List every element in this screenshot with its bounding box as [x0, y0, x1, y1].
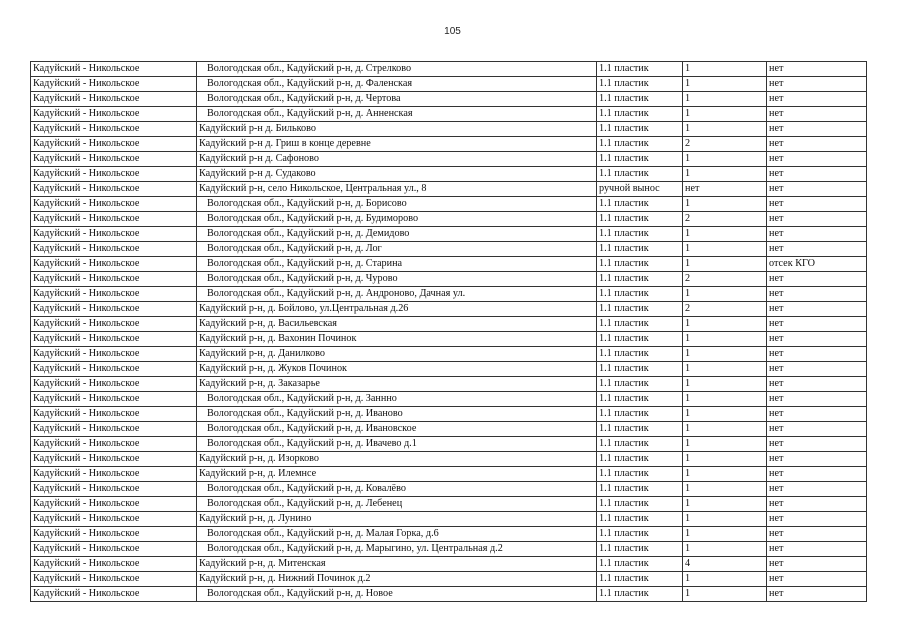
table-row	[31, 407, 867, 422]
note-cell: нет	[767, 317, 867, 332]
note-cell: нет	[767, 572, 867, 587]
table-row	[31, 197, 867, 212]
container-type-cell: 1.1 пластик	[597, 377, 683, 392]
address-cell: Вологодская обл., Кадуйский р-н, д. Иваново	[197, 407, 597, 422]
settlement-cell: Кадуйский - Никольское	[31, 497, 197, 512]
address-cell: Вологодская обл., Кадуйский р-н, д. Будиморово	[197, 212, 597, 227]
note-cell: нет	[767, 407, 867, 422]
container-type-cell: 1.1 пластик	[597, 227, 683, 242]
note-cell: нет	[767, 512, 867, 527]
note-cell: нет	[767, 92, 867, 107]
container-count-cell: 1	[683, 257, 767, 272]
table-row	[31, 542, 867, 557]
address-cell: Кадуйский р-н, д. Лунино	[197, 512, 597, 527]
note-cell: нет	[767, 527, 867, 542]
settlement-cell: Кадуйский - Никольское	[31, 317, 197, 332]
container-count-cell: 1	[683, 167, 767, 182]
table-row	[31, 482, 867, 497]
table-row	[31, 272, 867, 287]
note-cell: нет	[767, 62, 867, 77]
container-type-cell: 1.1 пластик	[597, 137, 683, 152]
container-type-cell: 1.1 пластик	[597, 467, 683, 482]
address-cell: Вологодская обл., Кадуйский р-н, д. Ивачево д.1	[197, 437, 597, 452]
container-count-cell: 1	[683, 572, 767, 587]
settlement-cell: Кадуйский - Никольское	[31, 467, 197, 482]
table-row	[31, 152, 867, 167]
table-row	[31, 392, 867, 407]
table-row	[31, 572, 867, 587]
address-cell: Кадуйский р-н д. Бильково	[197, 122, 597, 137]
note-cell: нет	[767, 242, 867, 257]
container-count-cell: 2	[683, 212, 767, 227]
settlement-cell: Кадуйский - Никольское	[31, 122, 197, 137]
table-row	[31, 587, 867, 602]
container-type-cell: 1.1 пластик	[597, 302, 683, 317]
container-count-cell: 1	[683, 497, 767, 512]
settlement-cell: Кадуйский - Никольское	[31, 332, 197, 347]
address-cell: Кадуйский р-н д. Гриш в конце деревне	[197, 137, 597, 152]
note-cell: нет	[767, 587, 867, 602]
container-count-cell: 1	[683, 62, 767, 77]
container-count-cell: 1	[683, 512, 767, 527]
note-cell: нет	[767, 197, 867, 212]
container-type-cell: 1.1 пластик	[597, 542, 683, 557]
container-type-cell: 1.1 пластик	[597, 77, 683, 92]
table-row	[31, 137, 867, 152]
note-cell: нет	[767, 107, 867, 122]
settlement-cell: Кадуйский - Никольское	[31, 272, 197, 287]
settlement-cell: Кадуйский - Никольское	[31, 482, 197, 497]
container-type-cell: 1.1 пластик	[597, 287, 683, 302]
table-row	[31, 362, 867, 377]
settlement-cell: Кадуйский - Никольское	[31, 77, 197, 92]
table-row	[31, 512, 867, 527]
note-cell: нет	[767, 437, 867, 452]
table-row	[31, 212, 867, 227]
table-row	[31, 347, 867, 362]
container-type-cell: 1.1 пластик	[597, 587, 683, 602]
container-type-cell: 1.1 пластик	[597, 437, 683, 452]
container-count-cell: 1	[683, 482, 767, 497]
address-cell: Вологодская обл., Кадуйский р-н, д. Старина	[197, 257, 597, 272]
container-type-cell: 1.1 пластик	[597, 317, 683, 332]
address-cell: Вологодская обл., Кадуйский р-н, д. Марыгино, ул. Центральная д.2	[197, 542, 597, 557]
container-type-cell: 1.1 пластик	[597, 557, 683, 572]
container-count-cell: 1	[683, 227, 767, 242]
settlement-cell: Кадуйский - Никольское	[31, 362, 197, 377]
settlement-cell: Кадуйский - Никольское	[31, 437, 197, 452]
address-cell: Вологодская обл., Кадуйский р-н, д. Новое	[197, 587, 597, 602]
note-cell: нет	[767, 152, 867, 167]
address-cell: Вологодская обл., Кадуйский р-н, д. Чертова	[197, 92, 597, 107]
container-type-cell: 1.1 пластик	[597, 167, 683, 182]
container-count-cell: 2	[683, 137, 767, 152]
container-count-cell: 4	[683, 557, 767, 572]
container-type-cell: 1.1 пластик	[597, 212, 683, 227]
table-row	[31, 242, 867, 257]
note-cell: нет	[767, 497, 867, 512]
table-row	[31, 287, 867, 302]
address-cell: Кадуйский р-н, д. Илемнсе	[197, 467, 597, 482]
container-type-cell: 1.1 пластик	[597, 347, 683, 362]
table-row	[31, 77, 867, 92]
table-row	[31, 317, 867, 332]
container-type-cell: 1.1 пластик	[597, 257, 683, 272]
settlement-cell: Кадуйский - Никольское	[31, 242, 197, 257]
container-type-cell: 1.1 пластик	[597, 272, 683, 287]
address-cell: Вологодская обл., Кадуйский р-н, д. Борисово	[197, 197, 597, 212]
table-row	[31, 437, 867, 452]
address-cell: Кадуйский р-н, д. Бойлово, ул.Центральная д.26	[197, 302, 597, 317]
address-cell: Кадуйский р-н, д. Данилково	[197, 347, 597, 362]
table-row	[31, 302, 867, 317]
container-type-cell: 1.1 пластик	[597, 497, 683, 512]
container-type-cell: 1.1 пластик	[597, 152, 683, 167]
container-count-cell: 1	[683, 392, 767, 407]
container-type-cell: 1.1 пластик	[597, 92, 683, 107]
container-type-cell: 1.1 пластик	[597, 452, 683, 467]
note-cell: нет	[767, 227, 867, 242]
settlement-cell: Кадуйский - Никольское	[31, 152, 197, 167]
container-type-cell: 1.1 пластик	[597, 62, 683, 77]
settlement-cell: Кадуйский - Никольское	[31, 392, 197, 407]
note-cell: нет	[767, 182, 867, 197]
note-cell: нет	[767, 362, 867, 377]
container-type-cell: 1.1 пластик	[597, 197, 683, 212]
settlement-cell: Кадуйский - Никольское	[31, 542, 197, 557]
address-cell: Вологодская обл., Кадуйский р-н, д. Лог	[197, 242, 597, 257]
address-cell: Вологодская обл., Кадуйский р-н, д. Демидово	[197, 227, 597, 242]
container-type-cell: 1.1 пластик	[597, 407, 683, 422]
note-cell: нет	[767, 332, 867, 347]
container-type-cell: 1.1 пластик	[597, 362, 683, 377]
note-cell: нет	[767, 392, 867, 407]
address-cell: Кадуйский р-н, д. Заказарье	[197, 377, 597, 392]
container-count-cell: 1	[683, 527, 767, 542]
settlement-cell: Кадуйский - Никольское	[31, 572, 197, 587]
container-count-cell: 1	[683, 542, 767, 557]
settlement-cell: Кадуйский - Никольское	[31, 137, 197, 152]
container-count-cell: 1	[683, 92, 767, 107]
note-cell: нет	[767, 467, 867, 482]
container-count-cell: 2	[683, 272, 767, 287]
table-row	[31, 182, 867, 197]
note-cell: нет	[767, 137, 867, 152]
settlement-cell: Кадуйский - Никольское	[31, 212, 197, 227]
container-type-cell: 1.1 пластик	[597, 122, 683, 137]
page-number: 105	[444, 26, 461, 37]
container-count-cell: 1	[683, 107, 767, 122]
container-count-cell: 1	[683, 197, 767, 212]
container-count-cell: 1	[683, 377, 767, 392]
settlement-cell: Кадуйский - Никольское	[31, 377, 197, 392]
container-type-cell: 1.1 пластик	[597, 512, 683, 527]
container-count-cell: 1	[683, 287, 767, 302]
settlement-cell: Кадуйский - Никольское	[31, 197, 197, 212]
address-cell: Вологодская обл., Кадуйский р-н, д. Лебенец	[197, 497, 597, 512]
container-count-cell: 1	[683, 422, 767, 437]
address-cell: Кадуйский р-н, д. Васильевская	[197, 317, 597, 332]
table-row	[31, 62, 867, 77]
note-cell: нет	[767, 347, 867, 362]
note-cell: нет	[767, 377, 867, 392]
address-cell: Вологодская обл., Кадуйский р-н, д. Андроново, Дачная ул.	[197, 287, 597, 302]
settlement-cell: Кадуйский - Никольское	[31, 287, 197, 302]
container-type-cell: 1.1 пластик	[597, 392, 683, 407]
container-count-cell: 1	[683, 77, 767, 92]
table-row	[31, 467, 867, 482]
container-count-cell: 1	[683, 332, 767, 347]
table-row	[31, 92, 867, 107]
address-cell: Кадуйский р-н д. Судаково	[197, 167, 597, 182]
table-row	[31, 377, 867, 392]
note-cell: нет	[767, 167, 867, 182]
address-cell: Кадуйский р-н, д. Митенская	[197, 557, 597, 572]
note-cell: нет	[767, 287, 867, 302]
address-cell: Кадуйский р-н, д. Нижний Починок д.2	[197, 572, 597, 587]
container-count-cell: 1	[683, 452, 767, 467]
table-row	[31, 332, 867, 347]
table-row	[31, 167, 867, 182]
container-type-cell: 1.1 пластик	[597, 242, 683, 257]
container-type-cell: 1.1 пластик	[597, 332, 683, 347]
table-row	[31, 497, 867, 512]
address-cell: Вологодская обл., Кадуйский р-н, д. Чурово	[197, 272, 597, 287]
container-count-cell: 1	[683, 347, 767, 362]
table-row	[31, 122, 867, 137]
settlement-cell: Кадуйский - Никольское	[31, 227, 197, 242]
settlement-cell: Кадуйский - Никольское	[31, 527, 197, 542]
note-cell: нет	[767, 212, 867, 227]
container-count-cell: 1	[683, 437, 767, 452]
address-cell: Вологодская обл., Кадуйский р-н, д. Ивановское	[197, 422, 597, 437]
note-cell: нет	[767, 122, 867, 137]
table-body	[31, 62, 867, 602]
address-cell: Вологодская обл., Кадуйский р-н, д. Фаленская	[197, 77, 597, 92]
settlement-cell: Кадуйский - Никольское	[31, 302, 197, 317]
note-cell: нет	[767, 422, 867, 437]
container-type-cell: 1.1 пластик	[597, 527, 683, 542]
note-cell: нет	[767, 452, 867, 467]
address-cell: Вологодская обл., Кадуйский р-н, д. Ковалёво	[197, 482, 597, 497]
settlement-cell: Кадуйский - Никольское	[31, 422, 197, 437]
container-type-cell: ручной вынос	[597, 182, 683, 197]
waste-container-registry-table	[30, 61, 867, 602]
settlement-cell: Кадуйский - Никольское	[31, 182, 197, 197]
address-cell: Кадуйский р-н, д. Вахонин Починок	[197, 332, 597, 347]
container-count-cell: 1	[683, 362, 767, 377]
settlement-cell: Кадуйский - Никольское	[31, 512, 197, 527]
settlement-cell: Кадуйский - Никольское	[31, 92, 197, 107]
container-type-cell: 1.1 пластик	[597, 422, 683, 437]
table-row	[31, 257, 867, 272]
settlement-cell: Кадуйский - Никольское	[31, 557, 197, 572]
container-count-cell: нет	[683, 182, 767, 197]
settlement-cell: Кадуйский - Никольское	[31, 347, 197, 362]
note-cell: нет	[767, 557, 867, 572]
table-row	[31, 557, 867, 572]
note-cell: отсек КГО	[767, 257, 867, 272]
container-count-cell: 1	[683, 317, 767, 332]
container-type-cell: 1.1 пластик	[597, 482, 683, 497]
container-count-cell: 2	[683, 302, 767, 317]
note-cell: нет	[767, 272, 867, 287]
address-cell: Кадуйский р-н, село Никольское, Центральная ул., 8	[197, 182, 597, 197]
address-cell: Вологодская обл., Кадуйский р-н, д. Заннно	[197, 392, 597, 407]
table-row	[31, 422, 867, 437]
settlement-cell: Кадуйский - Никольское	[31, 257, 197, 272]
settlement-cell: Кадуйский - Никольское	[31, 452, 197, 467]
address-cell: Вологодская обл., Кадуйский р-н, д. Анненская	[197, 107, 597, 122]
container-type-cell: 1.1 пластик	[597, 572, 683, 587]
container-count-cell: 1	[683, 152, 767, 167]
address-cell: Вологодская обл., Кадуйский р-н, д. Стрелково	[197, 62, 597, 77]
settlement-cell: Кадуйский - Никольское	[31, 167, 197, 182]
table-row	[31, 452, 867, 467]
settlement-cell: Кадуйский - Никольское	[31, 587, 197, 602]
address-cell: Кадуйский р-н, д. Жуков Починок	[197, 362, 597, 377]
container-count-cell: 1	[683, 587, 767, 602]
note-cell: нет	[767, 77, 867, 92]
container-count-cell: 1	[683, 467, 767, 482]
address-cell: Вологодская обл., Кадуйский р-н, д. Малая Горка, д.6	[197, 527, 597, 542]
address-cell: Кадуйский р-н д. Сафоново	[197, 152, 597, 167]
table-row	[31, 527, 867, 542]
settlement-cell: Кадуйский - Никольское	[31, 107, 197, 122]
container-type-cell: 1.1 пластик	[597, 107, 683, 122]
note-cell: нет	[767, 542, 867, 557]
address-cell: Кадуйский р-н, д. Изорково	[197, 452, 597, 467]
note-cell: нет	[767, 302, 867, 317]
note-cell: нет	[767, 482, 867, 497]
table-row	[31, 227, 867, 242]
table-row	[31, 107, 867, 122]
settlement-cell: Кадуйский - Никольское	[31, 407, 197, 422]
container-count-cell: 1	[683, 407, 767, 422]
settlement-cell: Кадуйский - Никольское	[31, 62, 197, 77]
container-count-cell: 1	[683, 242, 767, 257]
container-count-cell: 1	[683, 122, 767, 137]
